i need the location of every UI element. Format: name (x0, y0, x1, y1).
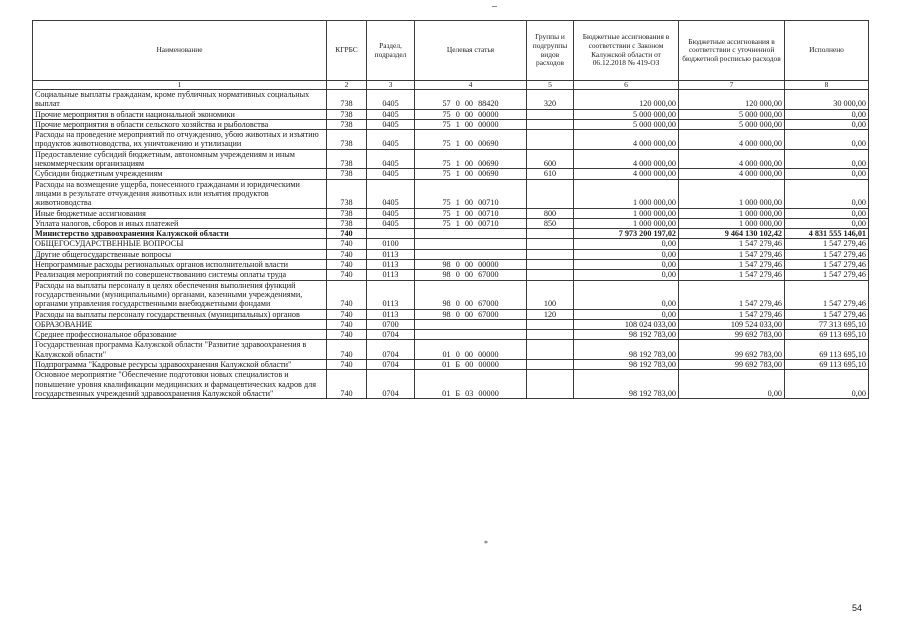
row-refined-amount: 4 000 000,00 (679, 130, 785, 150)
row-section: 0700 (367, 319, 415, 329)
row-expense-type (527, 370, 574, 399)
row-expense-type: 320 (527, 90, 574, 110)
row-target: 98 0 00 67000 (415, 270, 527, 280)
row-target (415, 239, 527, 249)
row-refined-amount: 1 000 000,00 (679, 218, 785, 228)
row-name: Уплата налогов, сборов и иных платежей (33, 218, 327, 228)
table-row (33, 149, 869, 169)
table-row (33, 229, 869, 239)
table-row (33, 90, 869, 110)
row-refined-amount: 1 547 279,46 (679, 260, 785, 270)
row-refined-amount: 0,00 (679, 370, 785, 399)
row-expense-type (527, 340, 574, 360)
row-name: Непрограммные расходы региональных органов исполнительной власти (33, 260, 327, 270)
row-refined-amount: 5 000 000,00 (679, 119, 785, 129)
row-law-amount: 0,00 (574, 309, 679, 319)
column-number: 3 (367, 81, 415, 90)
row-kgrbs: 738 (327, 218, 367, 228)
row-kgrbs: 740 (327, 280, 367, 309)
table-row (33, 319, 869, 329)
row-kgrbs: 740 (327, 370, 367, 399)
row-expense-type (527, 319, 574, 329)
header-refined: Бюджетные ассигнования в соответствии с уточненной бюджетной росписью расходов (679, 21, 785, 81)
row-kgrbs: 740 (327, 270, 367, 280)
row-expense-type: 600 (527, 149, 574, 169)
row-law-amount: 120 000,00 (574, 90, 679, 110)
header-kgrbs: КГРБС (327, 21, 367, 81)
row-executed-amount: 0,00 (785, 179, 869, 208)
row-expense-type (527, 360, 574, 370)
row-section: 0405 (367, 90, 415, 110)
row-section: 0113 (367, 270, 415, 280)
row-law-amount: 0,00 (574, 280, 679, 309)
row-kgrbs: 738 (327, 179, 367, 208)
row-target: 57 0 00 88420 (415, 90, 527, 110)
row-target (415, 249, 527, 259)
row-executed-amount: 4 831 555 146,01 (785, 229, 869, 239)
row-refined-amount: 99 692 783,00 (679, 360, 785, 370)
row-executed-amount: 1 547 279,46 (785, 249, 869, 259)
row-expense-type (527, 229, 574, 239)
table-row (33, 330, 869, 340)
row-name: ОБЩЕГОСУДАРСТВЕННЫЕ ВОПРОСЫ (33, 239, 327, 249)
row-refined-amount: 4 000 000,00 (679, 149, 785, 169)
row-executed-amount: 1 547 279,46 (785, 270, 869, 280)
row-kgrbs: 738 (327, 130, 367, 150)
row-section: 0113 (367, 249, 415, 259)
row-kgrbs: 740 (327, 330, 367, 340)
column-number: 8 (785, 81, 869, 90)
scan-mark (492, 6, 497, 7)
table-row (33, 260, 869, 270)
row-executed-amount: 1 547 279,46 (785, 280, 869, 309)
row-name: Прочие мероприятия в области национальной экономики (33, 109, 327, 119)
row-section: 0113 (367, 260, 415, 270)
row-law-amount: 4 000 000,00 (574, 149, 679, 169)
row-law-amount: 1 000 000,00 (574, 179, 679, 208)
row-name: Расходы на выплаты персоналу в целях обеспечения выполнения функций государственными (муниципальными) органами, казенными учреждениями, органами управления государственными внебюджетными фондами (33, 280, 327, 309)
row-section (367, 229, 415, 239)
row-law-amount: 5 000 000,00 (574, 109, 679, 119)
row-executed-amount: 0,00 (785, 119, 869, 129)
row-expense-type (527, 179, 574, 208)
row-refined-amount: 1 000 000,00 (679, 208, 785, 218)
row-section: 0405 (367, 130, 415, 150)
row-law-amount: 0,00 (574, 260, 679, 270)
row-law-amount: 7 973 200 197,02 (574, 229, 679, 239)
row-law-amount: 1 000 000,00 (574, 208, 679, 218)
row-section: 0405 (367, 119, 415, 129)
row-name: Субсидии бюджетным учреждениям (33, 169, 327, 179)
row-expense-type (527, 109, 574, 119)
row-executed-amount: 69 113 695,10 (785, 330, 869, 340)
row-name: Министерство здравоохранения Калужской области (33, 229, 327, 239)
row-refined-amount: 1 000 000,00 (679, 179, 785, 208)
row-name: Реализация мероприятий по совершенствованию системы оплаты труда (33, 270, 327, 280)
row-kgrbs: 738 (327, 119, 367, 129)
budget-table (32, 20, 869, 399)
row-refined-amount: 120 000,00 (679, 90, 785, 110)
row-name: Государственная программа Калужской области "Развитие здравоохранения в Калужской области" (33, 340, 327, 360)
row-executed-amount: 0,00 (785, 130, 869, 150)
row-name: Основное мероприятие "Обеспечение подготовки новых специалистов и повышение уровня квалификации медицинских и фармацевтических кадров для государственных учреждений здравоохранения Калужской области" (33, 370, 327, 399)
row-target: 75 0 00 00000 (415, 109, 527, 119)
row-executed-amount: 30 000,00 (785, 90, 869, 110)
row-name: Среднее профессиональное образование (33, 330, 327, 340)
table-row (33, 360, 869, 370)
row-kgrbs: 740 (327, 319, 367, 329)
row-refined-amount: 4 000 000,00 (679, 169, 785, 179)
column-number: 4 (415, 81, 527, 90)
row-target: 98 0 00 00000 (415, 260, 527, 270)
row-law-amount: 98 192 783,00 (574, 330, 679, 340)
column-number: 1 (33, 81, 327, 90)
table-row (33, 340, 869, 360)
row-name: Расходы на проведение мероприятий по отчуждению, убою животных и изъятию продуктов животноводства, их уничтожению и утилизации (33, 130, 327, 150)
row-kgrbs: 738 (327, 90, 367, 110)
row-refined-amount: 1 547 279,46 (679, 309, 785, 319)
row-law-amount: 5 000 000,00 (574, 119, 679, 129)
table-row (33, 109, 869, 119)
row-name: Расходы на выплаты персоналу государственных (муниципальных) органов (33, 309, 327, 319)
row-law-amount: 4 000 000,00 (574, 169, 679, 179)
table-row (33, 370, 869, 399)
row-expense-type (527, 119, 574, 129)
row-section: 0405 (367, 218, 415, 228)
row-section: 0113 (367, 309, 415, 319)
table-row (33, 249, 869, 259)
row-section: 0405 (367, 109, 415, 119)
column-number-row (33, 81, 869, 90)
row-refined-amount: 1 547 279,46 (679, 249, 785, 259)
row-law-amount: 108 024 033,00 (574, 319, 679, 329)
row-section: 0704 (367, 340, 415, 360)
row-refined-amount: 9 464 130 102,42 (679, 229, 785, 239)
row-executed-amount: 0,00 (785, 169, 869, 179)
row-executed-amount: 0,00 (785, 109, 869, 119)
row-kgrbs: 740 (327, 239, 367, 249)
row-law-amount: 4 000 000,00 (574, 130, 679, 150)
header-section: Раздел, подраздел (367, 21, 415, 81)
row-expense-type (527, 330, 574, 340)
row-law-amount: 0,00 (574, 239, 679, 249)
row-section: 0704 (367, 370, 415, 399)
row-refined-amount: 99 692 783,00 (679, 340, 785, 360)
row-executed-amount: 69 113 695,10 (785, 360, 869, 370)
row-section: 0405 (367, 208, 415, 218)
row-expense-type (527, 130, 574, 150)
header-law: Бюджетные ассигнования в соответствии с Законом Калужской области от 06.12.2018 № 419-ОЗ (574, 21, 679, 81)
row-target: 75 1 00 00690 (415, 130, 527, 150)
column-number: 2 (327, 81, 367, 90)
scan-mark: * (484, 539, 488, 548)
row-target: 75 1 00 00690 (415, 169, 527, 179)
row-target: 75 1 00 00710 (415, 218, 527, 228)
row-law-amount: 0,00 (574, 270, 679, 280)
row-name: Другие общегосударственные вопросы (33, 249, 327, 259)
row-executed-amount: 0,00 (785, 149, 869, 169)
row-target: 98 0 00 67000 (415, 309, 527, 319)
row-target: 01 0 00 00000 (415, 340, 527, 360)
table-header-row (33, 21, 869, 81)
row-executed-amount: 69 113 695,10 (785, 340, 869, 360)
row-kgrbs: 738 (327, 109, 367, 119)
header-executed: Исполнено (785, 21, 869, 81)
row-target: 01 Б 03 00000 (415, 370, 527, 399)
row-law-amount: 98 192 783,00 (574, 340, 679, 360)
table-row (33, 280, 869, 309)
row-refined-amount: 1 547 279,46 (679, 239, 785, 249)
table-row (33, 179, 869, 208)
header-groups: Группы и подгруппы видов расходов (527, 21, 574, 81)
row-section: 0704 (367, 360, 415, 370)
table-row (33, 130, 869, 150)
row-expense-type: 850 (527, 218, 574, 228)
row-expense-type (527, 239, 574, 249)
table-row (33, 218, 869, 228)
table-row (33, 270, 869, 280)
row-section: 0405 (367, 179, 415, 208)
row-executed-amount: 0,00 (785, 218, 869, 228)
row-law-amount: 0,00 (574, 249, 679, 259)
row-refined-amount: 5 000 000,00 (679, 109, 785, 119)
row-executed-amount: 1 547 279,46 (785, 309, 869, 319)
table-row (33, 208, 869, 218)
row-law-amount: 98 192 783,00 (574, 360, 679, 370)
row-expense-type (527, 260, 574, 270)
row-kgrbs: 740 (327, 260, 367, 270)
row-section: 0405 (367, 169, 415, 179)
row-kgrbs: 740 (327, 340, 367, 360)
row-kgrbs: 738 (327, 149, 367, 169)
row-refined-amount: 99 692 783,00 (679, 330, 785, 340)
row-section: 0100 (367, 239, 415, 249)
table-row (33, 169, 869, 179)
row-executed-amount: 0,00 (785, 208, 869, 218)
row-executed-amount: 0,00 (785, 370, 869, 399)
row-section: 0704 (367, 330, 415, 340)
header-target: Целевая статья (415, 21, 527, 81)
row-target: 75 1 00 00000 (415, 119, 527, 129)
column-number: 5 (527, 81, 574, 90)
column-number: 6 (574, 81, 679, 90)
row-executed-amount: 1 547 279,46 (785, 260, 869, 270)
row-target (415, 319, 527, 329)
row-kgrbs: 740 (327, 249, 367, 259)
row-expense-type (527, 270, 574, 280)
row-target (415, 330, 527, 340)
column-number: 7 (679, 81, 785, 90)
row-name: ОБРАЗОВАНИЕ (33, 319, 327, 329)
row-name: Иные бюджетные ассигнования (33, 208, 327, 218)
row-kgrbs: 740 (327, 360, 367, 370)
row-target: 75 1 00 00690 (415, 149, 527, 169)
row-kgrbs: 738 (327, 208, 367, 218)
row-target: 75 1 00 00710 (415, 208, 527, 218)
row-kgrbs: 740 (327, 229, 367, 239)
row-section: 0405 (367, 149, 415, 169)
header-name: Наименование (33, 21, 327, 81)
row-law-amount: 1 000 000,00 (574, 218, 679, 228)
row-executed-amount: 1 547 279,46 (785, 239, 869, 249)
row-expense-type: 120 (527, 309, 574, 319)
row-target (415, 229, 527, 239)
row-name: Прочие мероприятия в области сельского хозяйства и рыболовства (33, 119, 327, 129)
row-name: Подпрограмма "Кадровые ресурсы здравоохранения Калужской области" (33, 360, 327, 370)
row-kgrbs: 738 (327, 169, 367, 179)
page-number: 54 (852, 603, 863, 613)
table-row (33, 119, 869, 129)
row-law-amount: 98 192 783,00 (574, 370, 679, 399)
row-name: Предоставление субсидий бюджетным, автономным учреждениям и иным некоммерческим организациям (33, 149, 327, 169)
row-target: 98 0 00 67000 (415, 280, 527, 309)
row-refined-amount: 1 547 279,46 (679, 280, 785, 309)
row-executed-amount: 77 313 695,10 (785, 319, 869, 329)
table-row (33, 309, 869, 319)
row-expense-type (527, 249, 574, 259)
row-target: 01 Б 00 00000 (415, 360, 527, 370)
row-name: Социальные выплаты гражданам, кроме публичных нормативных социальных выплат (33, 90, 327, 110)
row-expense-type: 100 (527, 280, 574, 309)
row-target: 75 1 00 00710 (415, 179, 527, 208)
row-expense-type: 800 (527, 208, 574, 218)
row-refined-amount: 109 524 033,00 (679, 319, 785, 329)
row-name: Расходы на возмещение ущерба, понесенного гражданами и юридическими лицами в результате отчуждения животных или изъятия продуктов животноводства (33, 179, 327, 208)
table-row (33, 239, 869, 249)
row-kgrbs: 740 (327, 309, 367, 319)
row-expense-type: 610 (527, 169, 574, 179)
row-refined-amount: 1 547 279,46 (679, 270, 785, 280)
row-section: 0113 (367, 280, 415, 309)
